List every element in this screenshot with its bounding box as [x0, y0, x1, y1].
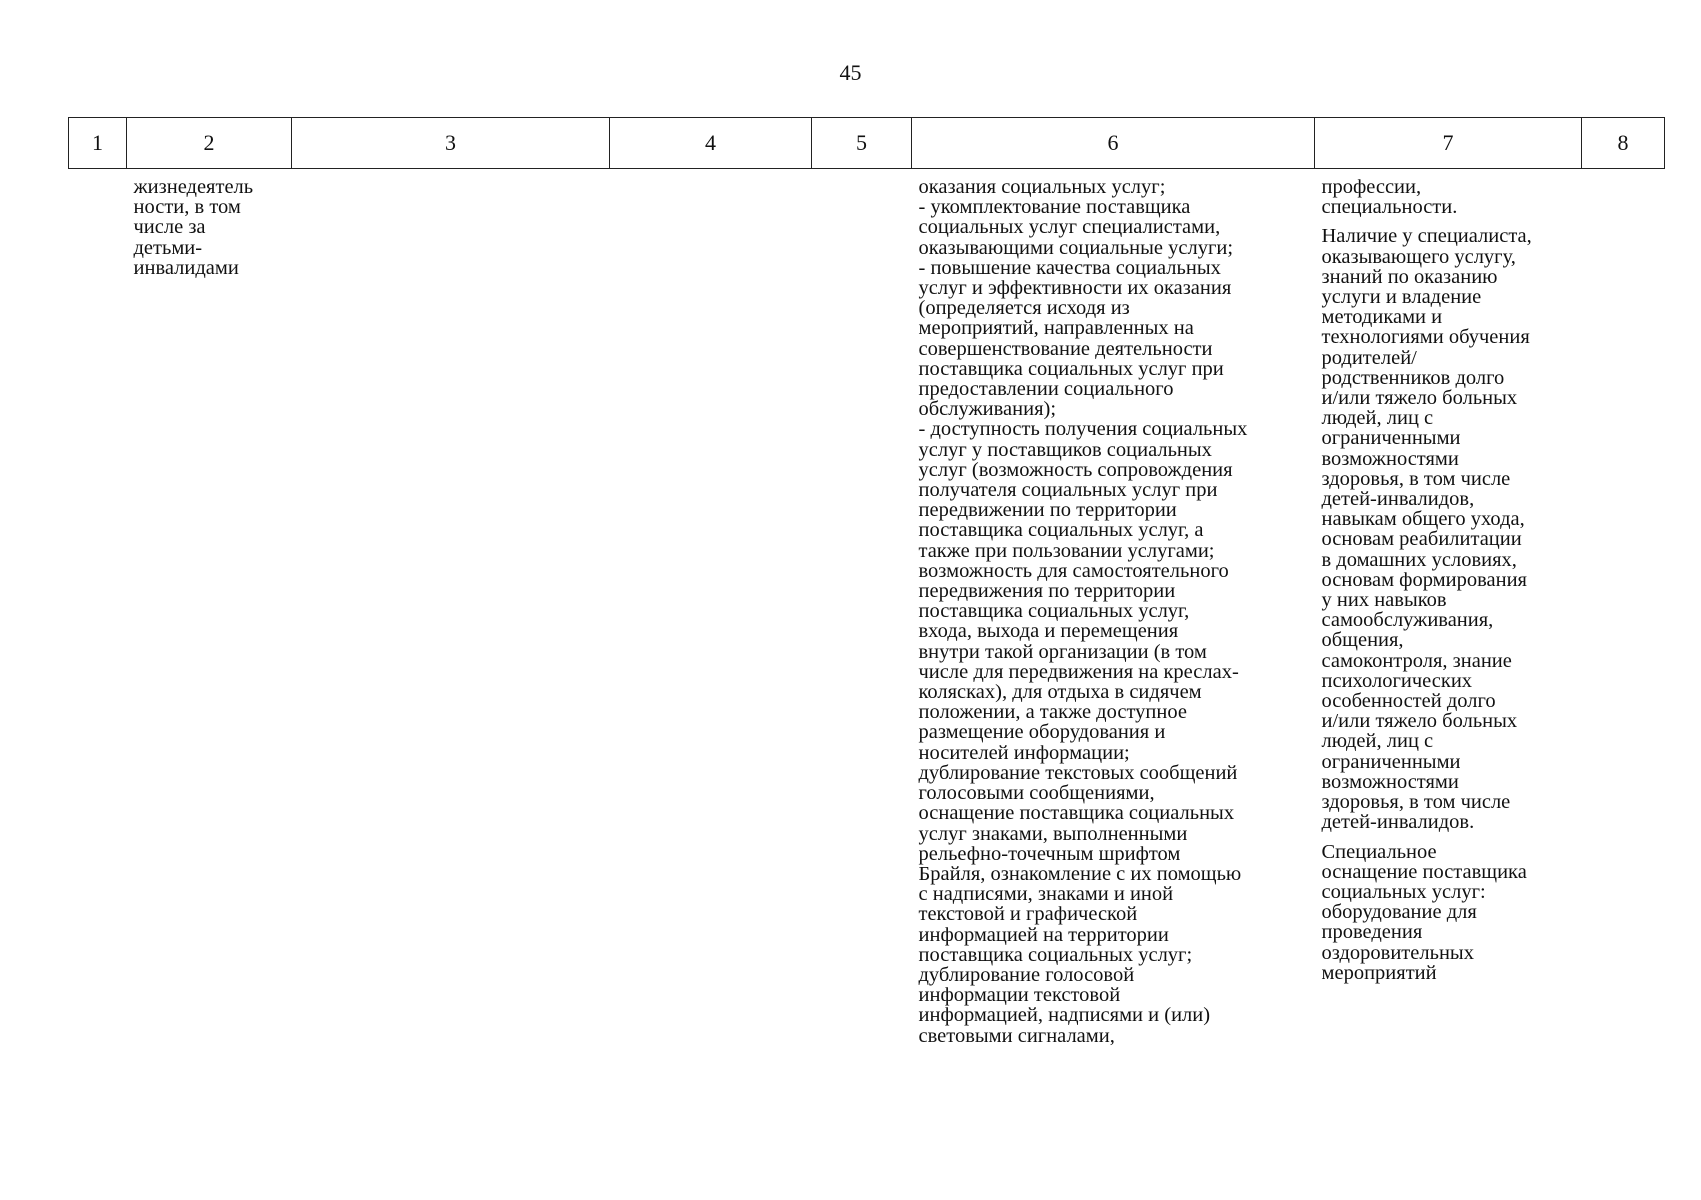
text-line: текстовой и графической — [918, 903, 1138, 926]
text-line: технологиями обучения — [1321, 326, 1530, 349]
text-line: здоровья, в том числе — [1321, 467, 1511, 490]
text-line: ограниченными — [1321, 750, 1461, 773]
text-line: размещение оборудования и — [918, 721, 1166, 744]
cell-col-4 — [610, 169, 812, 1046]
text-line: передвижении по территории — [918, 499, 1177, 522]
column-header-7: 7 — [1315, 118, 1582, 169]
text-line: информацией на территории — [918, 923, 1169, 946]
text-line: числе для передвижения на креслах- — [918, 660, 1239, 683]
text-line: оказывающими социальные услуги; — [918, 236, 1234, 259]
text-line: детьми- — [133, 236, 203, 259]
cell-col-5 — [812, 169, 912, 1046]
text-line: общения, — [1321, 629, 1404, 652]
text-line: навыкам общего ухода, — [1321, 508, 1525, 531]
cell-col-1 — [69, 169, 127, 1046]
text-line: носителей информации; — [918, 741, 1130, 764]
paragraph — [1322, 226, 1576, 832]
text-line: дублирование текстовых сообщений — [918, 761, 1238, 784]
column-header-5: 5 — [812, 118, 912, 169]
text-line: Брайля, ознакомление с их помощью — [918, 862, 1242, 885]
text-line: оснащение поставщика социальных — [918, 802, 1235, 825]
text-line: - доступность получения социальных — [918, 418, 1248, 441]
text-line: поставщика социальных услуг; — [918, 943, 1193, 966]
text-line: Наличие у специалиста, — [1321, 225, 1532, 248]
text-line: ности, в том — [133, 196, 241, 219]
text-line: поставщика социальных услуг, а — [918, 519, 1204, 542]
text-line: и/или тяжело больных — [1321, 387, 1518, 410]
text-line: здоровья, в том числе — [1321, 791, 1511, 814]
text-line: и/или тяжело больных — [1321, 710, 1518, 733]
text-line: - повышение качества социальных — [918, 256, 1221, 279]
text-line: числе за — [133, 216, 206, 239]
column-header-3: 3 — [292, 118, 610, 169]
text-line: в домашних условиях, — [1321, 548, 1517, 571]
text-line: Специальное — [1321, 840, 1437, 863]
text-line: людей, лиц с — [1321, 730, 1434, 753]
text-line: внутри такой организации (в том — [918, 640, 1207, 663]
cell-col-3 — [292, 169, 610, 1046]
text-line: услуг у поставщиков социальных — [918, 438, 1212, 461]
text-line: оснащение поставщика — [1321, 860, 1527, 883]
text-line: колясках), для отдыха в сидячем — [918, 681, 1202, 704]
text-line: услуг знаками, выполненными — [918, 822, 1188, 845]
text-line: возможность для самостоятельного — [918, 559, 1229, 582]
text-line: мероприятий, направленных на — [918, 317, 1194, 340]
text-line: самообслуживания, — [1321, 609, 1494, 632]
table-header — [69, 118, 1665, 169]
column-header-8: 8 — [1582, 118, 1665, 169]
text-line: (определяется исходя из — [918, 297, 1130, 320]
text-line: самоконтроля, знание — [1321, 649, 1512, 672]
text-line: мероприятий — [1321, 961, 1437, 984]
column-header-4: 4 — [610, 118, 812, 169]
paragraph — [1322, 842, 1576, 983]
text-line: проведения — [1321, 921, 1423, 944]
text-line: голосовыми сообщениями, — [918, 782, 1155, 805]
text-line: совершенствование деятельности — [918, 337, 1213, 360]
text-line: с надписями, знаками и иной — [918, 883, 1174, 906]
text-line: основам реабилитации — [1321, 528, 1522, 551]
text-line: также при пользовании услугами; — [918, 539, 1215, 562]
text-line: профессии, — [1321, 176, 1422, 198]
document-table — [68, 117, 1665, 1046]
text-line: входа, выхода и перемещения — [918, 620, 1179, 643]
text-line: передвижения по территории — [918, 580, 1176, 603]
cell-col-8 — [1582, 169, 1665, 1046]
text-line: людей, лиц с — [1321, 407, 1434, 430]
text-line: оказывающего услугу, — [1321, 245, 1516, 268]
text-line: основам формирования — [1321, 568, 1527, 591]
text-line: возможностями — [1321, 770, 1459, 793]
cell-col-7 — [1315, 169, 1582, 1046]
text-line: ограниченными — [1321, 427, 1461, 450]
text-line: услуг и эффективности их оказания — [918, 277, 1232, 300]
text-line: оздоровительных — [1321, 941, 1474, 964]
text-line: у них навыков — [1321, 589, 1447, 612]
indicators-text — [919, 177, 1309, 1046]
text-line: знаний по оказанию — [1321, 265, 1498, 288]
text-line: оборудование для — [1321, 901, 1477, 924]
text-line: психологических — [1321, 669, 1473, 692]
text-line: услуг (возможность сопровождения — [918, 458, 1233, 481]
text-line: родителей/ — [1321, 346, 1417, 369]
text-line: особенностей долго — [1321, 690, 1496, 713]
requirements-text — [1322, 177, 1576, 983]
text-line: детей-инвалидов. — [1321, 811, 1475, 834]
text-line: специальности. — [1321, 196, 1458, 219]
category-text — [134, 177, 286, 278]
text-line: предоставлении социального — [918, 378, 1174, 401]
column-header-1: 1 — [69, 118, 127, 169]
text-line: возможностями — [1321, 447, 1459, 470]
text-line: световыми сигналами, — [918, 1024, 1115, 1047]
text-line: социальных услуг специалистами, — [918, 216, 1221, 239]
text-line: инвалидами — [133, 256, 239, 279]
text-line: рельефно-точечным шрифтом — [918, 842, 1181, 865]
text-line: получателя социальных услуг при — [918, 479, 1218, 502]
text-line: детей-инвалидов, — [1321, 488, 1475, 511]
text-line: жизнедеятель — [133, 176, 254, 198]
text-line: обслуживания); — [918, 398, 1057, 421]
text-line: - укомплектование поставщика — [918, 196, 1191, 219]
text-line: информации текстовой — [918, 984, 1121, 1007]
cell-col-2 — [127, 169, 292, 1046]
text-line: положении, а также доступное — [918, 701, 1187, 724]
text-line: дублирование голосовой — [918, 963, 1135, 986]
text-line: поставщика социальных услуг, — [918, 600, 1190, 623]
table-row — [69, 169, 1665, 1046]
text-line: оказания социальных услуг; — [918, 176, 1166, 198]
paragraph — [1322, 177, 1576, 217]
header-row — [69, 118, 1665, 169]
text-line: методиками и — [1321, 306, 1443, 329]
column-header-6: 6 — [912, 118, 1315, 169]
column-header-2: 2 — [127, 118, 292, 169]
text-line: услуги и владение — [1321, 286, 1482, 309]
cell-col-6 — [912, 169, 1315, 1046]
page-number: 45 — [839, 60, 862, 85]
text-line: информацией, надписями и (или) — [918, 1004, 1211, 1027]
text-line: поставщика социальных услуг при — [918, 357, 1224, 380]
text-line: социальных услуг: — [1321, 880, 1486, 903]
text-line: родственников долго — [1321, 366, 1505, 389]
